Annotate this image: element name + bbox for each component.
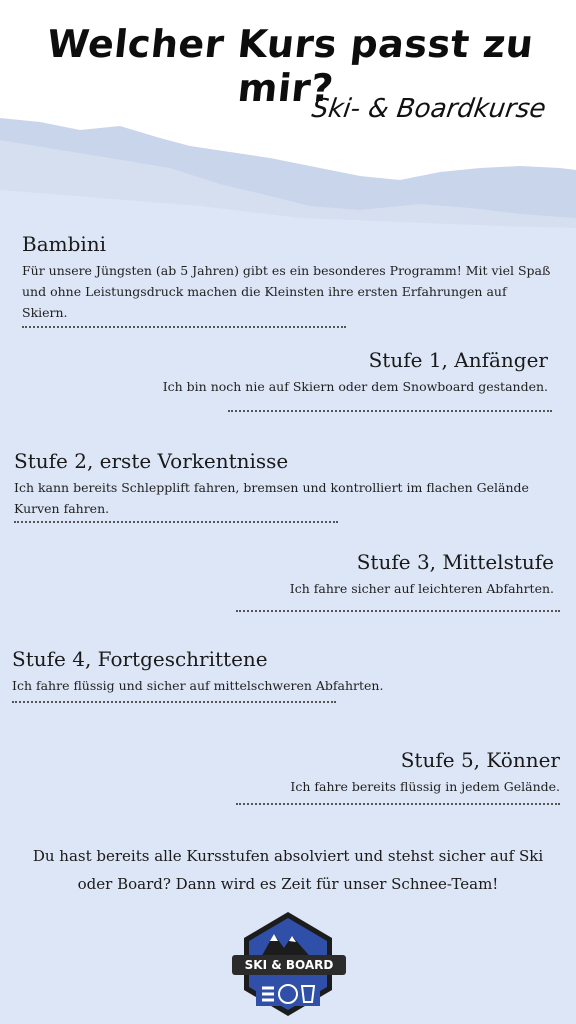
level-description: Ich kann bereits Schlepplift fahren, bremsen und kontrolliert im flachen Gelände Kurven fahren. xyxy=(14,480,529,516)
level-title: Stufe 4, Fortgeschrittene xyxy=(12,647,268,671)
level-title: Stufe 3, Mittelstufe xyxy=(356,550,554,574)
level-stufe-4 xyxy=(12,647,532,696)
level-stufe-5 xyxy=(40,748,560,797)
divider xyxy=(12,701,336,703)
level-title: Stufe 5, Könner xyxy=(400,748,560,772)
divider xyxy=(228,410,552,412)
page-subtitle: Ski- & Boardkurse xyxy=(310,94,549,124)
level-title: Stufe 1, Anfänger xyxy=(368,348,548,372)
divider xyxy=(22,326,346,328)
level-title: Bambini xyxy=(22,232,107,256)
level-stufe-1 xyxy=(28,348,548,397)
divider xyxy=(14,521,338,523)
level-bambini xyxy=(22,232,552,323)
header xyxy=(0,0,576,240)
page-title: Welcher Kurs passt zu mir? xyxy=(44,22,536,110)
level-description: Ich fahre flüssig und sicher auf mittelschweren Abfahrten. xyxy=(12,678,384,693)
logo-label: SKI & BOARD xyxy=(232,955,346,975)
level-stufe-2 xyxy=(14,449,534,519)
level-title: Stufe 2, erste Vorkentnisse xyxy=(14,449,289,473)
closing-text: Du hast bereits alle Kursstufen absolviert und stehst sicher auf Ski oder Board? Dann wird es Zeit für unser Schnee-Team! xyxy=(32,847,544,893)
level-stufe-3 xyxy=(34,550,554,599)
divider xyxy=(236,610,560,612)
level-description: Ich fahre sicher auf leichteren Abfahrten. xyxy=(289,581,554,596)
level-description: Für unsere Jüngsten (ab 5 Jahren) gibt es ein besonderes Programm! Mit viel Spaß und ohne Leistungsdruck machen die Kleinsten ihre ersten Erfahrungen auf Skiern. xyxy=(22,263,551,320)
level-description: Ich bin noch nie auf Skiern oder dem Snowboard gestanden. xyxy=(162,379,548,394)
divider xyxy=(236,803,560,805)
level-description: Ich fahre bereits flüssig in jedem Gelände. xyxy=(290,779,560,794)
